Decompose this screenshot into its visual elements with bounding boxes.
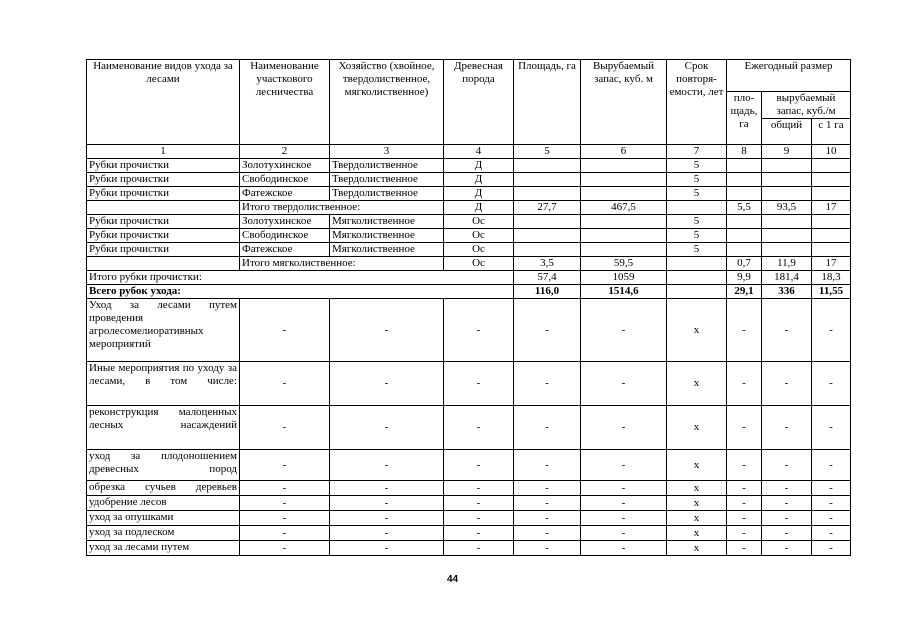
table-cell: 5 (667, 243, 727, 257)
table-cell (727, 229, 762, 243)
header-per-ha: с 1 га (812, 119, 851, 145)
table-cell: Золотухинское (240, 215, 330, 229)
table-cell (581, 159, 667, 173)
table-cell: Мягколиственное (330, 243, 444, 257)
table-cell (727, 173, 762, 187)
table-cell: Рубки прочистки (87, 243, 240, 257)
table-cell: - (514, 299, 581, 362)
table-cell (581, 173, 667, 187)
activity-label: Уход за лесами путем проведения агролесомелиоративных мероприятий (87, 299, 240, 362)
table-cell: - (240, 511, 330, 526)
table-cell (762, 159, 812, 173)
total-label: Всего рубок ухода: (87, 285, 514, 299)
table-cell: 0,7 (727, 257, 762, 271)
table-cell: Ос (444, 215, 514, 229)
table-cell: х (667, 299, 727, 362)
activity-label: удобрение лесов (87, 496, 240, 511)
column-number: 10 (812, 145, 851, 159)
table-cell: - (812, 481, 851, 496)
table-cell: - (514, 406, 581, 450)
table-cell: - (240, 541, 330, 556)
table-row (87, 159, 851, 173)
table-cell: - (330, 299, 444, 362)
total-label: Итого рубки прочистки: (87, 271, 514, 285)
table-cell: - (812, 406, 851, 450)
table-cell: 29,1 (727, 285, 762, 299)
table-row (87, 406, 851, 450)
table-cell: - (762, 526, 812, 541)
table-cell: - (762, 362, 812, 406)
table-cell: 116,0 (514, 285, 581, 299)
table-cell: - (240, 362, 330, 406)
header-area: пло-щадь, га (727, 92, 762, 145)
table-cell: - (581, 511, 667, 526)
table-cell: 5 (667, 229, 727, 243)
table-cell: - (812, 496, 851, 511)
table-cell (667, 285, 727, 299)
header-volume: вырубаемый запас, куб./м (762, 92, 851, 119)
activity-label: уход за лесами путем (87, 541, 240, 556)
table-cell: - (330, 511, 444, 526)
table-cell: 93,5 (762, 201, 812, 215)
table-cell: 9,9 (727, 271, 762, 285)
table-cell: х (667, 526, 727, 541)
table-cell (727, 159, 762, 173)
table-cell: 181,4 (762, 271, 812, 285)
care-table (86, 59, 851, 556)
table-cell: 1059 (581, 271, 667, 285)
table-cell: - (514, 511, 581, 526)
table-cell: - (727, 496, 762, 511)
table-cell: - (444, 450, 514, 481)
table-cell: - (581, 526, 667, 541)
table-cell: - (240, 526, 330, 541)
table-cell: Свободинское (240, 173, 330, 187)
table-cell (581, 215, 667, 229)
table-cell (812, 215, 851, 229)
table-cell: - (444, 496, 514, 511)
table-cell: - (581, 450, 667, 481)
table-cell: Мягколиственное (330, 229, 444, 243)
table-cell: - (581, 299, 667, 362)
table-cell (667, 201, 727, 215)
table-row (87, 450, 851, 481)
table-cell: - (727, 406, 762, 450)
table-cell (581, 187, 667, 201)
table-cell: - (727, 299, 762, 362)
table-cell: Свободинское (240, 229, 330, 243)
table-cell: - (762, 541, 812, 556)
column-number: 6 (581, 145, 667, 159)
table-row (87, 511, 851, 526)
header-total: общий (762, 119, 812, 145)
table-cell: Рубки прочистки (87, 229, 240, 243)
table-cell: Ос (444, 243, 514, 257)
table-cell: - (444, 511, 514, 526)
table-cell (667, 271, 727, 285)
table-row (87, 257, 851, 271)
activity-label: уход за опушками (87, 511, 240, 526)
header-col6: Вырубаемый запас, куб. м (581, 60, 667, 145)
header-row (87, 60, 851, 92)
table-row (87, 541, 851, 556)
table-cell: - (444, 406, 514, 450)
column-number: 5 (514, 145, 581, 159)
table-cell: 17 (812, 257, 851, 271)
column-number: 2 (240, 145, 330, 159)
table-cell (727, 243, 762, 257)
header-col1: Наименование видов ухода за лесами (87, 60, 240, 145)
table-row (87, 285, 851, 299)
table-cell: - (727, 511, 762, 526)
table-cell: х (667, 450, 727, 481)
activity-label: реконструкция малоценных лесных насаждений (87, 406, 240, 450)
table-row (87, 187, 851, 201)
header-annual: Ежегодный размер (727, 60, 851, 92)
table-cell: - (812, 526, 851, 541)
table-cell: Твердолиственное (330, 159, 444, 173)
table-cell: 5 (667, 159, 727, 173)
table-cell: х (667, 496, 727, 511)
table-cell: 5,5 (727, 201, 762, 215)
table-cell: - (812, 541, 851, 556)
column-number: 3 (330, 145, 444, 159)
table-cell: Рубки прочистки (87, 215, 240, 229)
table-cell: Д (444, 201, 514, 215)
table-row (87, 243, 851, 257)
table-cell: х (667, 511, 727, 526)
table-cell: Твердолиственное (330, 187, 444, 201)
activity-label: Иные мероприятия по уходу за лесами, в том числе: (87, 362, 240, 406)
table-cell (812, 229, 851, 243)
table-cell: - (812, 450, 851, 481)
table-cell: - (330, 526, 444, 541)
table-cell: - (240, 481, 330, 496)
column-number: 7 (667, 145, 727, 159)
table-row (87, 526, 851, 541)
table-cell: - (444, 541, 514, 556)
table-row (87, 362, 851, 406)
table-cell: Фатежское (240, 243, 330, 257)
table-cell (87, 257, 240, 271)
table-cell: 1514,6 (581, 285, 667, 299)
table-cell: - (444, 299, 514, 362)
table-cell: - (514, 526, 581, 541)
table-cell: - (812, 362, 851, 406)
table-cell (762, 215, 812, 229)
table-cell: 18,3 (812, 271, 851, 285)
table-cell: - (514, 450, 581, 481)
table-cell: 27,7 (514, 201, 581, 215)
table-cell: Мягколиственное (330, 215, 444, 229)
table-cell: 5 (667, 187, 727, 201)
column-number: 1 (87, 145, 240, 159)
table-cell: Золотухинское (240, 159, 330, 173)
table-cell (762, 243, 812, 257)
table-cell: 57,4 (514, 271, 581, 285)
table-cell (514, 173, 581, 187)
column-number-row (87, 145, 851, 159)
header-col4: Древесная порода (444, 60, 514, 145)
table-cell (812, 159, 851, 173)
table-cell (762, 229, 812, 243)
table-cell: Фатежское (240, 187, 330, 201)
subtotal-label: Итого твердолиственное: (240, 201, 444, 215)
table-cell (514, 243, 581, 257)
table-cell: - (514, 362, 581, 406)
table-cell: - (330, 450, 444, 481)
table-cell: - (444, 481, 514, 496)
table-cell (514, 187, 581, 201)
table-cell: - (762, 450, 812, 481)
table-cell: Рубки прочистки (87, 173, 240, 187)
table-cell: - (330, 541, 444, 556)
table-cell (514, 229, 581, 243)
table-cell: Твердолиственное (330, 173, 444, 187)
table-cell: - (762, 299, 812, 362)
table-cell: Рубки прочистки (87, 159, 240, 173)
table-cell (581, 243, 667, 257)
table-cell: Д (444, 173, 514, 187)
table-cell: - (581, 481, 667, 496)
table-cell: - (727, 541, 762, 556)
table-cell: 11,55 (812, 285, 851, 299)
column-number: 8 (727, 145, 762, 159)
table-cell: Д (444, 159, 514, 173)
table-cell (727, 187, 762, 201)
scan-dot: . (846, 52, 849, 63)
table-row (87, 496, 851, 511)
table-cell: - (581, 541, 667, 556)
table-cell: - (514, 496, 581, 511)
table-cell: - (330, 481, 444, 496)
table-cell: х (667, 541, 727, 556)
table-cell: х (667, 362, 727, 406)
table-row (87, 201, 851, 215)
table-cell: - (240, 406, 330, 450)
table-cell: - (330, 362, 444, 406)
table-cell: 5 (667, 173, 727, 187)
table-cell: - (812, 511, 851, 526)
page-number: 44 (446, 574, 459, 585)
table-cell (762, 187, 812, 201)
table-cell (581, 229, 667, 243)
table-cell: - (727, 450, 762, 481)
table-cell: 5 (667, 215, 727, 229)
table-cell: - (727, 481, 762, 496)
table-row (87, 215, 851, 229)
activity-label: обрезка сучьев деревьев (87, 481, 240, 496)
table-cell (667, 257, 727, 271)
table-cell: 11,9 (762, 257, 812, 271)
activity-label: уход за подлеском (87, 526, 240, 541)
table-cell: 3,5 (514, 257, 581, 271)
table-cell: Д (444, 187, 514, 201)
column-number: 4 (444, 145, 514, 159)
table-cell (514, 159, 581, 173)
table-cell: - (727, 362, 762, 406)
header-col7: Срок повторя-емости, лет (667, 60, 727, 145)
table-cell: 17 (812, 201, 851, 215)
header-col5: Площадь, га (514, 60, 581, 145)
table-row (87, 173, 851, 187)
table-cell: 467,5 (581, 201, 667, 215)
table-cell: - (514, 481, 581, 496)
table-cell (727, 215, 762, 229)
header-col3: Хозяйство (хвойное, твердолиственное, мягколиственное) (330, 60, 444, 145)
table-cell: - (581, 406, 667, 450)
table-cell: - (762, 496, 812, 511)
table-cell: - (762, 481, 812, 496)
table-cell (762, 173, 812, 187)
table-cell (87, 201, 240, 215)
table-cell: 59,5 (581, 257, 667, 271)
table-cell (514, 215, 581, 229)
table-cell: - (812, 299, 851, 362)
table-cell: - (444, 362, 514, 406)
table-cell: - (240, 299, 330, 362)
table-cell (812, 243, 851, 257)
table-cell: х (667, 481, 727, 496)
table-cell: х (667, 406, 727, 450)
table-cell: Рубки прочистки (87, 187, 240, 201)
table-cell (812, 173, 851, 187)
table-cell: - (240, 450, 330, 481)
table-cell: Ос (444, 257, 514, 271)
table-row (87, 481, 851, 496)
table-cell (812, 187, 851, 201)
table-cell: - (581, 496, 667, 511)
column-number: 9 (762, 145, 812, 159)
table-cell: Ос (444, 229, 514, 243)
table-cell: 336 (762, 285, 812, 299)
table-cell: - (330, 406, 444, 450)
table-cell: - (762, 406, 812, 450)
table-cell: - (762, 511, 812, 526)
table-cell: - (581, 362, 667, 406)
table-row (87, 299, 851, 362)
activity-label: уход за плодоношением древесных пород (87, 450, 240, 481)
table-cell: - (727, 526, 762, 541)
subtotal-label: Итого мягколиственное: (240, 257, 444, 271)
table-cell: - (330, 496, 444, 511)
header-col2: Наименование участкового лесничества (240, 60, 330, 145)
table-row (87, 271, 851, 285)
table-row (87, 229, 851, 243)
table-cell: - (514, 541, 581, 556)
table-cell: - (240, 496, 330, 511)
table-cell: - (444, 526, 514, 541)
